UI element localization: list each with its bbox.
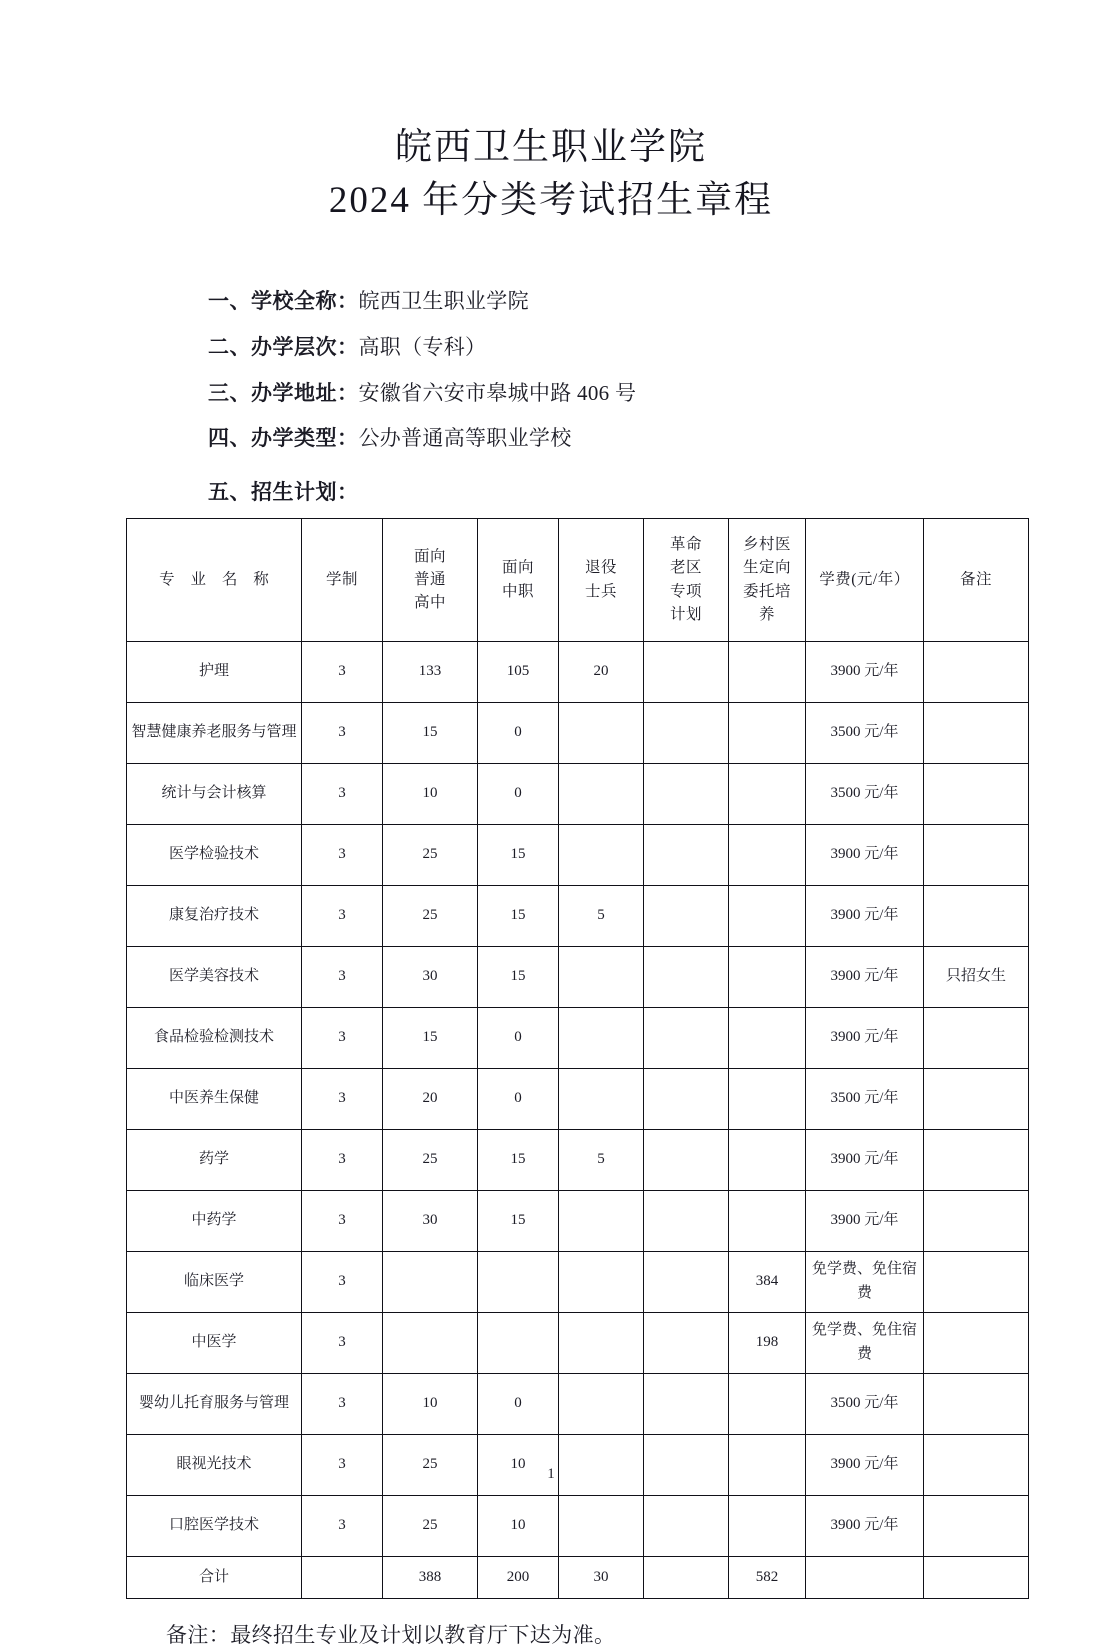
cell-tuition: 3900 元/年	[806, 1434, 924, 1495]
table-row	[127, 1068, 1029, 1129]
table-row	[127, 1373, 1029, 1434]
cell-tuition: 3500 元/年	[806, 763, 924, 824]
cell-years: 3	[302, 1495, 383, 1556]
cell-years: 3	[302, 1312, 383, 1373]
cell-veteran	[559, 1190, 644, 1251]
cell-general-highschool: 25	[383, 824, 478, 885]
column-header-years: 学制	[302, 518, 383, 641]
cell-remarks	[924, 1190, 1029, 1251]
cell-years: 3	[302, 1251, 383, 1312]
cell-years: 3	[302, 702, 383, 763]
cell-remarks	[924, 763, 1029, 824]
cell-vocational: 0	[478, 702, 559, 763]
table-row	[127, 824, 1029, 885]
table-row	[127, 702, 1029, 763]
cell-major-name: 婴幼儿托育服务与管理	[127, 1373, 302, 1434]
cell-major-name: 医学美容技术	[127, 946, 302, 1007]
table-header	[127, 518, 1029, 641]
cell-revolutionary-area	[644, 946, 729, 1007]
cell-revolutionary-area	[644, 1251, 729, 1312]
cell-veteran	[559, 1068, 644, 1129]
cell-major-name: 康复治疗技术	[127, 885, 302, 946]
cell-vocational: 15	[478, 1190, 559, 1251]
cell-years: 3	[302, 1007, 383, 1068]
table-row	[127, 1556, 1029, 1598]
cell-major-name: 中医养生保健	[127, 1068, 302, 1129]
cell-remarks	[924, 824, 1029, 885]
column-header-line: 生定向	[742, 559, 791, 577]
cell-vocational: 15	[478, 946, 559, 1007]
cell-general-highschool: 15	[383, 702, 478, 763]
column-header-line: 士兵	[584, 582, 617, 600]
info-value: 公办普通高等职业学校	[358, 426, 572, 451]
cell-remarks: 只招女生	[924, 946, 1029, 1007]
cell-tuition: 3900 元/年	[806, 946, 924, 1007]
cell-major-name: 口腔医学技术	[127, 1495, 302, 1556]
enrollment-plan-table-wrap	[0, 518, 1102, 1599]
cell-rural-doctor	[729, 1495, 806, 1556]
cell-vocational: 200	[478, 1556, 559, 1598]
cell-rural-doctor	[729, 763, 806, 824]
cell-major-name: 临床医学	[127, 1251, 302, 1312]
cell-general-highschool: 10	[383, 1373, 478, 1434]
cell-vocational: 15	[478, 1129, 559, 1190]
table-row	[127, 1007, 1029, 1068]
column-header-line: 普通	[413, 571, 446, 589]
cell-tuition: 3900 元/年	[806, 641, 924, 702]
table-row	[127, 763, 1029, 824]
cell-veteran: 20	[559, 641, 644, 702]
cell-remarks	[924, 1251, 1029, 1312]
cell-years: 3	[302, 641, 383, 702]
column-header-line: 委托培	[742, 582, 791, 600]
cell-veteran: 5	[559, 1129, 644, 1190]
table-row	[127, 885, 1029, 946]
table-row	[127, 1190, 1029, 1251]
cell-rural-doctor	[729, 1007, 806, 1068]
info-label: 四、办学类型：	[208, 426, 359, 451]
cell-major-name: 统计与会计核算	[127, 763, 302, 824]
cell-major-name: 食品检验检测技术	[127, 1007, 302, 1068]
cell-remarks	[924, 1129, 1029, 1190]
cell-rural-doctor	[729, 1129, 806, 1190]
cell-general-highschool	[383, 1251, 478, 1312]
section-heading-enrollment-plan: 五、招生计划：	[208, 480, 359, 505]
cell-general-highschool: 25	[383, 1434, 478, 1495]
cell-general-highschool: 388	[383, 1556, 478, 1598]
cell-veteran	[559, 1007, 644, 1068]
cell-major-name: 眼视光技术	[127, 1434, 302, 1495]
info-value: 高职（专科）	[358, 334, 487, 359]
cell-vocational: 0	[478, 1068, 559, 1129]
column-header-line: 面向	[501, 559, 534, 577]
cell-general-highschool: 15	[383, 1007, 478, 1068]
cell-years	[302, 1556, 383, 1598]
page-number: 1	[547, 1466, 555, 1482]
cell-years: 3	[302, 946, 383, 1007]
cell-veteran	[559, 702, 644, 763]
table-row	[127, 1434, 1029, 1495]
cell-tuition: 3500 元/年	[806, 702, 924, 763]
cell-revolutionary-area	[644, 1373, 729, 1434]
cell-veteran: 5	[559, 885, 644, 946]
cell-revolutionary-area	[644, 1312, 729, 1373]
cell-vocational: 0	[478, 763, 559, 824]
column-header-revolutionary-area	[644, 518, 729, 641]
cell-tuition: 3900 元/年	[806, 1007, 924, 1068]
info-value: 皖西卫生职业学院	[358, 289, 529, 314]
cell-revolutionary-area	[644, 1129, 729, 1190]
table-row	[127, 641, 1029, 702]
column-header-veteran	[559, 518, 644, 641]
cell-general-highschool: 133	[383, 641, 478, 702]
cell-revolutionary-area	[644, 641, 729, 702]
cell-tuition: 3900 元/年	[806, 885, 924, 946]
cell-general-highschool: 30	[383, 1190, 478, 1251]
cell-major-name: 中医学	[127, 1312, 302, 1373]
cell-rural-doctor	[729, 824, 806, 885]
info-label: 二、办学层次：	[208, 334, 359, 359]
cell-remarks	[924, 1007, 1029, 1068]
cell-rural-doctor	[729, 641, 806, 702]
info-value: 安徽省六安市皋城中路 406 号	[358, 380, 637, 405]
cell-tuition: 3900 元/年	[806, 1129, 924, 1190]
cell-general-highschool: 20	[383, 1068, 478, 1129]
column-header-line: 高中	[413, 594, 446, 612]
cell-major-name: 中药学	[127, 1190, 302, 1251]
cell-tuition: 3500 元/年	[806, 1068, 924, 1129]
cell-tuition: 3500 元/年	[806, 1373, 924, 1434]
cell-revolutionary-area	[644, 1068, 729, 1129]
table-row	[127, 1251, 1029, 1312]
cell-rural-doctor	[729, 1190, 806, 1251]
column-header-line: 计划	[669, 605, 702, 623]
title-line-1: 皖西卫生职业学院	[395, 127, 707, 168]
cell-rural-doctor: 582	[729, 1556, 806, 1598]
cell-years: 3	[302, 1373, 383, 1434]
column-header-major-name-label: 专 业 名 称	[159, 570, 275, 588]
enrollment-plan-table	[126, 518, 1029, 1599]
cell-tuition: 3900 元/年	[806, 824, 924, 885]
cell-rural-doctor	[729, 1434, 806, 1495]
table-row	[127, 1312, 1029, 1373]
cell-veteran	[559, 1434, 644, 1495]
cell-vocational	[478, 1251, 559, 1312]
table-header-row	[127, 518, 1029, 641]
column-header-line: 养	[758, 605, 775, 623]
cell-veteran	[559, 1495, 644, 1556]
cell-vocational: 10	[478, 1434, 559, 1495]
cell-revolutionary-area	[644, 824, 729, 885]
column-header-line: 中职	[501, 582, 534, 600]
cell-remarks	[924, 1495, 1029, 1556]
cell-major-name: 医学检验技术	[127, 824, 302, 885]
cell-remarks	[924, 641, 1029, 702]
cell-revolutionary-area	[644, 1007, 729, 1068]
cell-years: 3	[302, 824, 383, 885]
cell-remarks	[924, 1312, 1029, 1373]
cell-vocational: 15	[478, 885, 559, 946]
cell-veteran	[559, 946, 644, 1007]
cell-years: 3	[302, 1190, 383, 1251]
document-title	[0, 0, 1102, 227]
cell-veteran	[559, 1373, 644, 1434]
cell-veteran	[559, 824, 644, 885]
cell-rural-doctor	[729, 946, 806, 1007]
cell-major-name: 药学	[127, 1129, 302, 1190]
cell-rural-doctor	[729, 885, 806, 946]
info-label: 三、办学地址：	[208, 380, 359, 405]
table-row	[127, 946, 1029, 1007]
title-line-2: 2024 年分类考试招生章程	[328, 179, 774, 221]
cell-vocational: 105	[478, 641, 559, 702]
cell-rural-doctor	[729, 702, 806, 763]
cell-revolutionary-area	[644, 702, 729, 763]
column-header-vocational	[478, 518, 559, 641]
cell-revolutionary-area	[644, 1556, 729, 1598]
cell-revolutionary-area	[644, 763, 729, 824]
cell-years: 3	[302, 763, 383, 824]
cell-revolutionary-area	[644, 1434, 729, 1495]
column-header-line: 专项	[669, 582, 702, 600]
table-footnote: 备注：最终招生专业及计划以教育厅下达为准。	[166, 1622, 616, 1647]
info-item-school-level	[208, 325, 1102, 371]
cell-vocational	[478, 1312, 559, 1373]
cell-general-highschool: 25	[383, 1129, 478, 1190]
column-header-line: 面向	[413, 547, 446, 565]
cell-revolutionary-area	[644, 1495, 729, 1556]
cell-veteran: 30	[559, 1556, 644, 1598]
cell-remarks	[924, 702, 1029, 763]
column-header-major-name	[127, 518, 302, 641]
cell-rural-doctor: 198	[729, 1312, 806, 1373]
info-item-school-address	[208, 371, 1102, 417]
cell-vocational: 10	[478, 1495, 559, 1556]
cell-rural-doctor	[729, 1373, 806, 1434]
cell-years: 3	[302, 885, 383, 946]
cell-vocational: 15	[478, 824, 559, 885]
cell-years: 3	[302, 1068, 383, 1129]
info-item-school-type	[208, 416, 1102, 462]
column-header-general-highschool	[383, 518, 478, 641]
cell-tuition: 3900 元/年	[806, 1190, 924, 1251]
school-info-list	[0, 279, 1102, 462]
cell-general-highschool	[383, 1312, 478, 1373]
cell-veteran	[559, 1251, 644, 1312]
cell-remarks	[924, 1556, 1029, 1598]
cell-major-name: 护理	[127, 641, 302, 702]
column-header-line: 老区	[669, 559, 702, 577]
column-header-tuition: 学费(元/年）	[806, 518, 924, 641]
cell-tuition	[806, 1556, 924, 1598]
column-header-remarks: 备注	[924, 518, 1029, 641]
cell-remarks	[924, 885, 1029, 946]
cell-veteran	[559, 1312, 644, 1373]
column-header-rural-doctor	[729, 518, 806, 641]
table-row	[127, 1495, 1029, 1556]
cell-remarks	[924, 1068, 1029, 1129]
cell-general-highschool: 25	[383, 1495, 478, 1556]
cell-veteran	[559, 763, 644, 824]
cell-general-highschool: 25	[383, 885, 478, 946]
cell-general-highschool: 10	[383, 763, 478, 824]
cell-tuition: 3900 元/年	[806, 1495, 924, 1556]
cell-rural-doctor	[729, 1068, 806, 1129]
cell-vocational: 0	[478, 1007, 559, 1068]
cell-major-name: 智慧健康养老服务与管理	[127, 702, 302, 763]
column-header-line: 革命	[669, 536, 702, 554]
cell-tuition: 免学费、免住宿费	[806, 1312, 924, 1373]
cell-years: 3	[302, 1434, 383, 1495]
cell-major-name: 合计	[127, 1556, 302, 1598]
cell-vocational: 0	[478, 1373, 559, 1434]
table-row	[127, 1129, 1029, 1190]
cell-remarks	[924, 1373, 1029, 1434]
cell-tuition: 免学费、免住宿费	[806, 1251, 924, 1312]
info-label: 一、学校全称：	[208, 289, 359, 314]
cell-revolutionary-area	[644, 885, 729, 946]
info-item-school-name	[208, 279, 1102, 325]
cell-general-highschool: 30	[383, 946, 478, 1007]
cell-remarks	[924, 1434, 1029, 1495]
column-header-line: 退役	[584, 559, 617, 577]
column-header-line: 乡村医	[742, 536, 791, 554]
cell-revolutionary-area	[644, 1190, 729, 1251]
cell-years: 3	[302, 1129, 383, 1190]
cell-rural-doctor: 384	[729, 1251, 806, 1312]
table-body	[127, 641, 1029, 1598]
